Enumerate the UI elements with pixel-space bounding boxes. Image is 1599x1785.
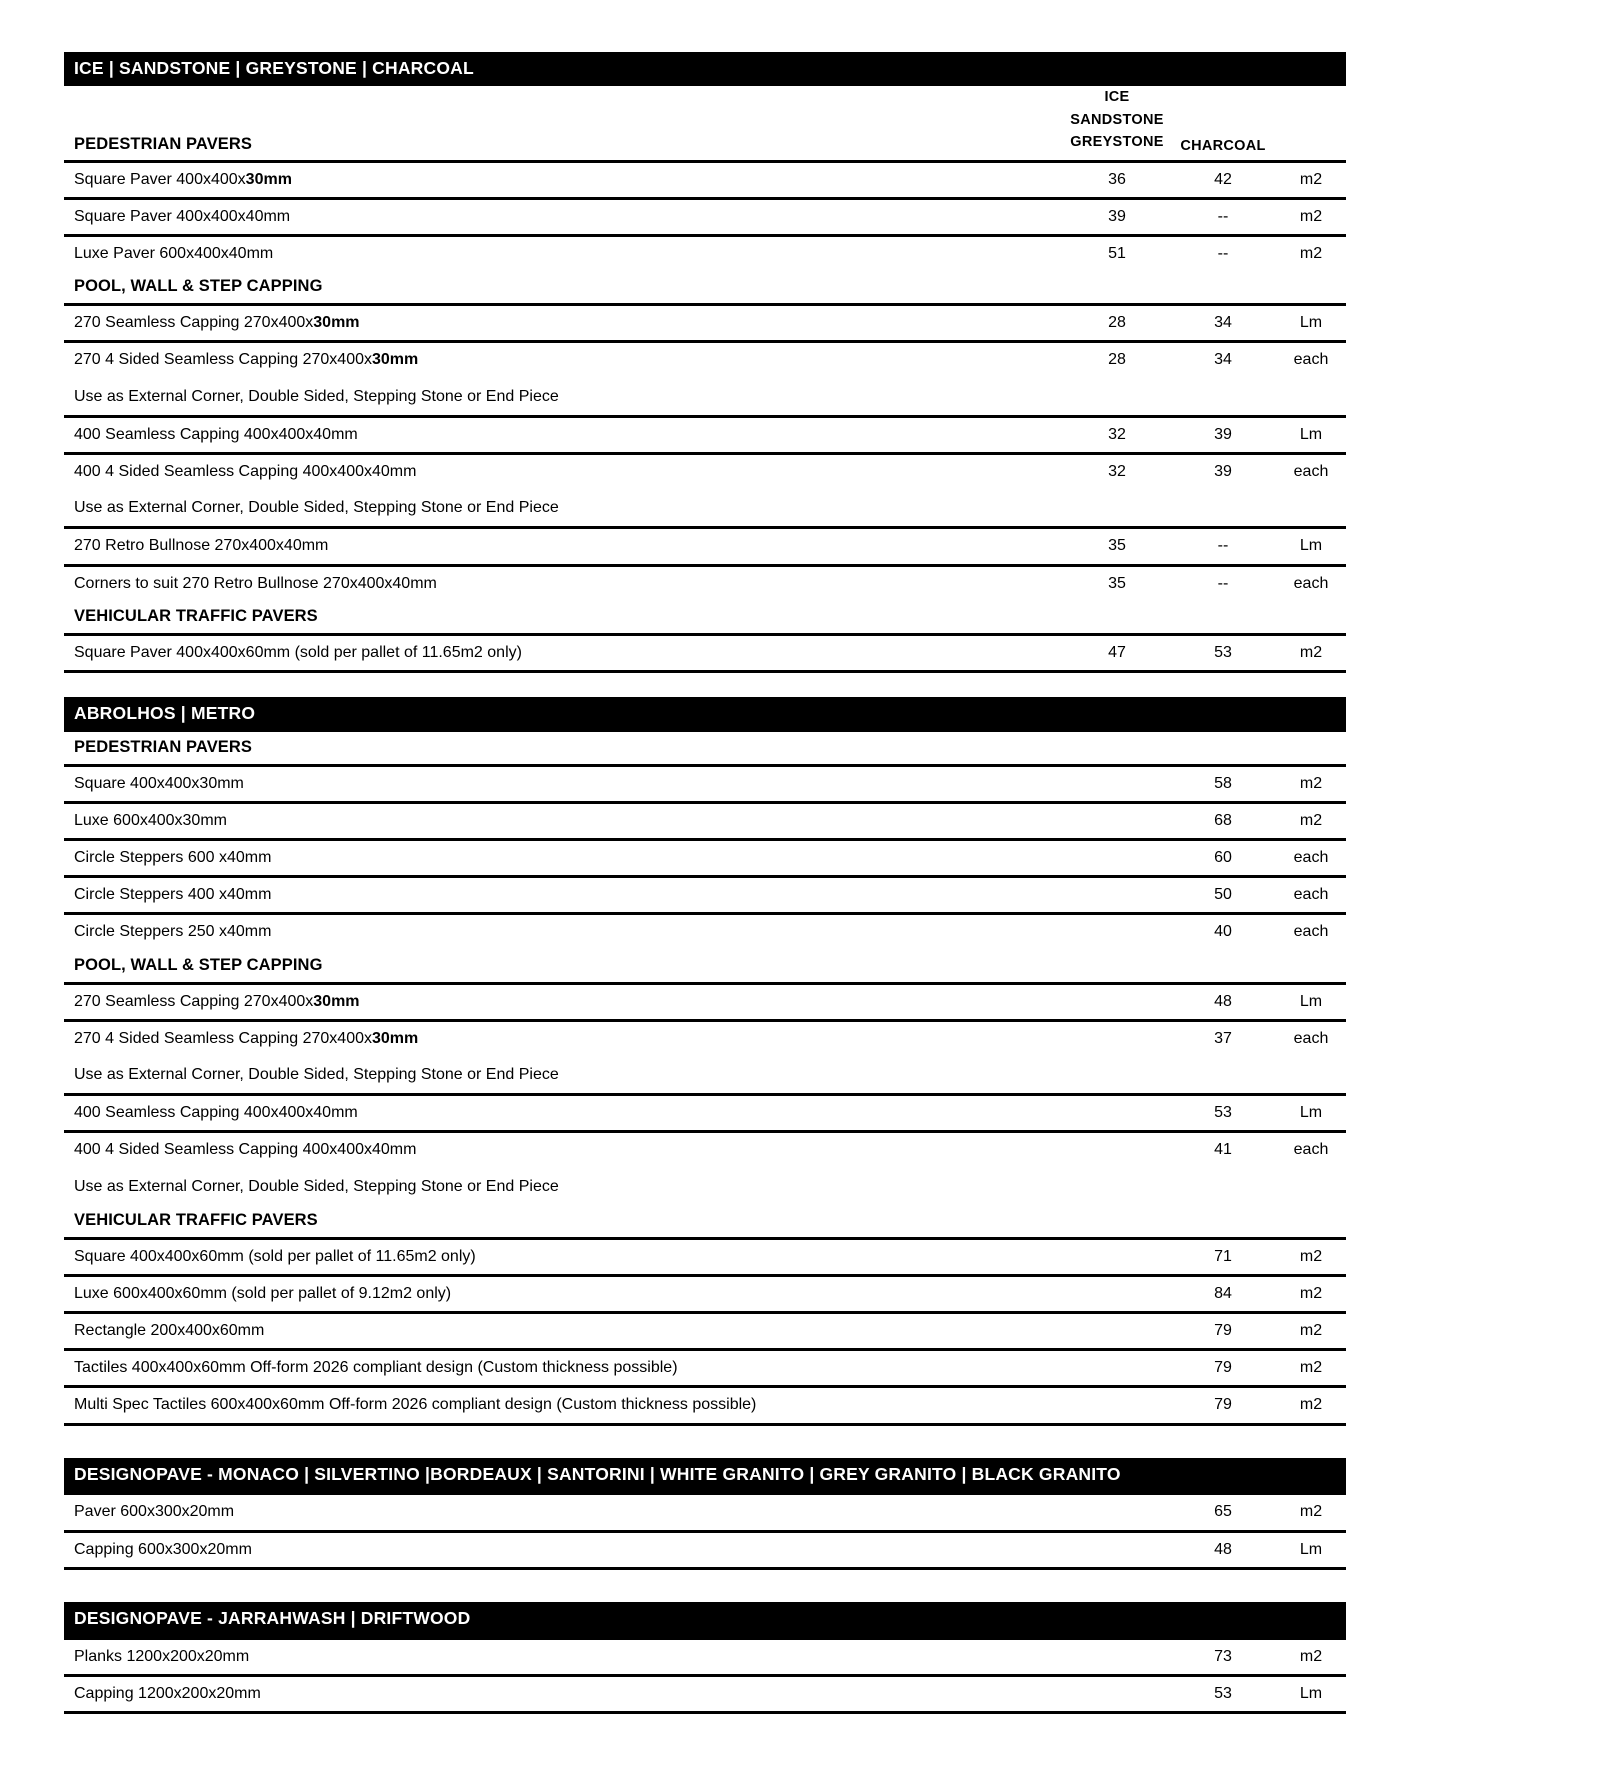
unit-of-measure: Lm	[1276, 528, 1346, 565]
table-row	[64, 1531, 1346, 1568]
unit-of-measure: m2	[1276, 1238, 1346, 1275]
section-spacer	[64, 1424, 1346, 1458]
group-title: PEDESTRIAN PAVERS	[74, 134, 253, 153]
group-title: VEHICULAR TRAFFIC PAVERS	[64, 1205, 1346, 1239]
table-row	[64, 877, 1346, 914]
price-col-1-header-line: GREYSTONE	[1070, 134, 1164, 151]
note-text: Use as External Corner, Double Sided, Stepping Stone or End Piece	[74, 387, 559, 405]
price-list-table	[64, 52, 1346, 1714]
price-value-group-1	[1064, 378, 1170, 417]
table-row	[64, 236, 1346, 272]
price-value-group-1	[1064, 1168, 1170, 1205]
price-value-group-2: 40	[1170, 914, 1276, 950]
price-value-group-2: --	[1170, 198, 1276, 235]
item-description-text: 270 Seamless Capping 270x400x	[74, 992, 314, 1010]
table-row	[64, 565, 1346, 601]
table-row	[64, 1494, 1346, 1531]
price-value-group-1	[1064, 983, 1170, 1020]
price-value-group-1	[1064, 1132, 1170, 1168]
price-value-group-2: 53	[1170, 1675, 1276, 1712]
item-description	[64, 1020, 1064, 1056]
price-value-group-2: --	[1170, 565, 1276, 601]
price-value-group-1: 36	[1064, 161, 1170, 198]
price-value-group-2: 48	[1170, 1531, 1276, 1568]
item-description-text: 270 4 Sided Seamless Capping 270x400x	[74, 1029, 372, 1047]
group-title-row	[64, 601, 1346, 635]
price-value-group-2: 65	[1170, 1494, 1276, 1531]
item-description: 400 4 Sided Seamless Capping 400x400x40mm	[64, 1132, 1064, 1168]
price-col-1-header	[1064, 86, 1170, 161]
item-description: Paver 600x300x20mm	[64, 1494, 1064, 1531]
table-row	[64, 765, 1346, 802]
item-description: Capping 1200x200x20mm	[64, 1675, 1064, 1712]
section-banner: ABROLHOS | METRO	[64, 697, 1346, 731]
note-row	[64, 378, 1346, 417]
section-banner-row	[64, 52, 1346, 86]
unit-of-measure	[1276, 1168, 1346, 1205]
table-row	[64, 416, 1346, 453]
unit-of-measure: m2	[1276, 634, 1346, 671]
price-value-group-1	[1064, 914, 1170, 950]
note-row	[64, 1056, 1346, 1095]
spacer-cell	[64, 671, 1346, 697]
note-text: Use as External Corner, Double Sided, Stepping Stone or End Piece	[74, 499, 559, 517]
item-description: Multi Spec Tactiles 600x400x60mm Off-form 2026 compliant design (Custom thickness possible)	[64, 1387, 1064, 1424]
price-value-group-2	[1170, 378, 1276, 417]
price-value-group-1	[1064, 1020, 1170, 1056]
unit-of-measure: m2	[1276, 1275, 1346, 1312]
price-value-group-2: 53	[1170, 634, 1276, 671]
group-title: VEHICULAR TRAFFIC PAVERS	[64, 601, 1346, 635]
price-value-group-2: 79	[1170, 1387, 1276, 1424]
price-value-group-2: 84	[1170, 1275, 1276, 1312]
unit-of-measure: m2	[1276, 1313, 1346, 1350]
item-description: Tactiles 400x400x60mm Off-form 2026 compliant design (Custom thickness possible)	[64, 1350, 1064, 1387]
section-spacer	[64, 1568, 1346, 1602]
price-col-2-header	[1170, 86, 1276, 161]
table-row	[64, 305, 1346, 342]
price-value-group-2: 39	[1170, 416, 1276, 453]
price-value-group-1: 35	[1064, 565, 1170, 601]
unit-of-measure: m2	[1276, 236, 1346, 272]
price-value-group-1	[1064, 1638, 1170, 1675]
table-row	[64, 1020, 1346, 1056]
unit-of-measure: Lm	[1276, 416, 1346, 453]
price-col-1-header-line: SANDSTONE	[1070, 111, 1164, 128]
price-value-group-2: 37	[1170, 1020, 1276, 1056]
price-value-group-2: 34	[1170, 305, 1276, 342]
note-row	[64, 489, 1346, 528]
price-value-group-2: 39	[1170, 453, 1276, 489]
unit-of-measure: m2	[1276, 161, 1346, 198]
item-description: Capping 600x300x20mm	[64, 1531, 1064, 1568]
item-description	[64, 305, 1064, 342]
price-value-group-2: --	[1170, 236, 1276, 272]
item-description: 400 Seamless Capping 400x400x40mm	[64, 416, 1064, 453]
price-value-group-1: 51	[1064, 236, 1170, 272]
table-row	[64, 1387, 1346, 1424]
item-description: Rectangle 200x400x60mm	[64, 1313, 1064, 1350]
item-description: Circle Steppers 400 x40mm	[64, 877, 1064, 914]
table-row	[64, 802, 1346, 839]
unit-of-measure: each	[1276, 914, 1346, 950]
price-value-group-1: 32	[1064, 453, 1170, 489]
item-description-text: Square Paver 400x400x	[74, 170, 246, 188]
table-row	[64, 453, 1346, 489]
item-description: Luxe 600x400x30mm	[64, 802, 1064, 839]
price-col-2-header-text: CHARCOAL	[1180, 137, 1266, 154]
price-value-group-2: 71	[1170, 1238, 1276, 1275]
group-title-row	[64, 271, 1346, 305]
table-row	[64, 983, 1346, 1020]
group-title: POOL, WALL & STEP CAPPING	[64, 271, 1346, 305]
price-value-group-1	[1064, 840, 1170, 877]
price-value-group-1	[1064, 1494, 1170, 1531]
item-description	[64, 983, 1064, 1020]
item-description: 400 4 Sided Seamless Capping 400x400x40mm	[64, 453, 1064, 489]
item-description: Square Paver 400x400x60mm (sold per pallet of 11.65m2 only)	[64, 634, 1064, 671]
price-value-group-2: 60	[1170, 840, 1276, 877]
section-banner: DESIGNOPAVE - MONACO | SILVERTINO |BORDEAUX | SANTORINI | WHITE GRANITO | GREY GRANITO | BLACK GRANITO	[64, 1458, 1346, 1494]
table-row	[64, 914, 1346, 950]
price-value-group-1	[1064, 765, 1170, 802]
unit-of-measure	[1276, 1056, 1346, 1095]
price-value-group-2: 50	[1170, 877, 1276, 914]
price-value-group-2: 73	[1170, 1638, 1276, 1675]
table-row	[64, 1675, 1346, 1712]
item-description: Square 400x400x60mm (sold per pallet of 11.65m2 only)	[64, 1238, 1064, 1275]
unit-of-measure: each	[1276, 1132, 1346, 1168]
price-value-group-2: --	[1170, 528, 1276, 565]
item-description	[64, 342, 1064, 378]
table-row	[64, 198, 1346, 235]
price-value-group-2: 41	[1170, 1132, 1276, 1168]
table-row	[64, 342, 1346, 378]
group-title-row	[64, 1205, 1346, 1239]
section-banner: ICE | SANDSTONE | GREYSTONE | CHARCOAL	[64, 52, 1346, 86]
price-value-group-2: 48	[1170, 983, 1276, 1020]
table-row	[64, 634, 1346, 671]
unit-of-measure: each	[1276, 453, 1346, 489]
unit-of-measure: m2	[1276, 1494, 1346, 1531]
group-title: PEDESTRIAN PAVERS	[64, 732, 1346, 766]
item-description: Corners to suit 270 Retro Bullnose 270x400x40mm	[64, 565, 1064, 601]
table-row	[64, 1313, 1346, 1350]
spacer-cell	[64, 1424, 1346, 1458]
item-description: Circle Steppers 250 x40mm	[64, 914, 1064, 950]
price-value-group-2: 42	[1170, 161, 1276, 198]
unit-of-measure: m2	[1276, 765, 1346, 802]
item-description: Circle Steppers 600 x40mm	[64, 840, 1064, 877]
unit-of-measure: Lm	[1276, 305, 1346, 342]
section-banner-row	[64, 697, 1346, 731]
table-row	[64, 1238, 1346, 1275]
unit-of-measure: each	[1276, 1020, 1346, 1056]
price-value-group-1: 47	[1064, 634, 1170, 671]
column-header-row	[64, 86, 1346, 161]
price-value-group-2: 68	[1170, 802, 1276, 839]
unit-of-measure	[1276, 378, 1346, 417]
section-banner-row	[64, 1458, 1346, 1494]
price-value-group-1	[1064, 489, 1170, 528]
note-row	[64, 1168, 1346, 1205]
price-value-group-2: 53	[1170, 1095, 1276, 1132]
unit-of-measure: each	[1276, 342, 1346, 378]
price-value-group-2: 58	[1170, 765, 1276, 802]
unit-of-measure: m2	[1276, 802, 1346, 839]
item-description: Luxe Paver 600x400x40mm	[64, 236, 1064, 272]
item-description: Square 400x400x30mm	[64, 765, 1064, 802]
unit-of-measure: each	[1276, 565, 1346, 601]
item-description: Planks 1200x200x20mm	[64, 1638, 1064, 1675]
price-value-group-2	[1170, 1168, 1276, 1205]
table-row	[64, 840, 1346, 877]
price-list-body	[64, 52, 1346, 1712]
price-value-group-1	[1064, 1056, 1170, 1095]
group-title-row	[64, 732, 1346, 766]
price-value-group-1	[1064, 1095, 1170, 1132]
price-value-group-1: 32	[1064, 416, 1170, 453]
unit-of-measure	[1276, 489, 1346, 528]
unit-of-measure: m2	[1276, 198, 1346, 235]
unit-of-measure: m2	[1276, 1638, 1346, 1675]
price-value-group-1: 35	[1064, 528, 1170, 565]
item-thickness-emphasis: 30mm	[313, 992, 360, 1010]
price-value-group-2	[1170, 489, 1276, 528]
unit-of-measure: Lm	[1276, 983, 1346, 1020]
item-description: 400 Seamless Capping 400x400x40mm	[64, 1095, 1064, 1132]
table-row	[64, 1132, 1346, 1168]
table-row	[64, 1275, 1346, 1312]
price-value-group-1	[1064, 1350, 1170, 1387]
table-row	[64, 1095, 1346, 1132]
price-value-group-2: 79	[1170, 1313, 1276, 1350]
table-row	[64, 1638, 1346, 1675]
section-banner: DESIGNOPAVE - JARRAHWASH | DRIFTWOOD	[64, 1602, 1346, 1638]
price-col-1-header-lines	[1064, 86, 1170, 153]
price-value-group-1	[1064, 1313, 1170, 1350]
item-description: 270 Retro Bullnose 270x400x40mm	[64, 528, 1064, 565]
note-text: Use as External Corner, Double Sided, Stepping Stone or End Piece	[74, 1177, 559, 1195]
price-value-group-1	[1064, 1275, 1170, 1312]
spacer-cell	[64, 1568, 1346, 1602]
price-value-group-1	[1064, 877, 1170, 914]
unit-of-measure: m2	[1276, 1387, 1346, 1424]
price-value-group-1: 28	[1064, 305, 1170, 342]
table-row	[64, 1350, 1346, 1387]
section-banner-row	[64, 1602, 1346, 1638]
price-col-1-header-line: ICE	[1104, 89, 1130, 106]
item-thickness-emphasis: 30mm	[245, 170, 292, 188]
price-value-group-1	[1064, 1531, 1170, 1568]
unit-of-measure: Lm	[1276, 1675, 1346, 1712]
group-title-row	[64, 950, 1346, 984]
price-value-group-2: 79	[1170, 1350, 1276, 1387]
item-thickness-emphasis: 30mm	[313, 314, 360, 332]
section-spacer	[64, 671, 1346, 697]
table-row	[64, 528, 1346, 565]
item-thickness-emphasis: 30mm	[371, 1029, 419, 1047]
price-value-group-2: 34	[1170, 342, 1276, 378]
group-title: POOL, WALL & STEP CAPPING	[64, 950, 1346, 984]
item-description: Square Paver 400x400x40mm	[64, 198, 1064, 235]
item-description: Luxe 600x400x60mm (sold per pallet of 9.12m2 only)	[64, 1275, 1064, 1312]
unit-of-measure: each	[1276, 877, 1346, 914]
unit-of-measure: Lm	[1276, 1531, 1346, 1568]
price-value-group-1	[1064, 1675, 1170, 1712]
table-row	[64, 161, 1346, 198]
unit-of-measure: each	[1276, 840, 1346, 877]
unit-of-measure: Lm	[1276, 1095, 1346, 1132]
item-description-text: 270 4 Sided Seamless Capping 270x400x	[74, 351, 372, 369]
unit-col-header	[1276, 86, 1346, 161]
price-value-group-1	[1064, 1238, 1170, 1275]
item-description	[64, 161, 1064, 198]
price-value-group-1	[1064, 802, 1170, 839]
unit-of-measure: m2	[1276, 1350, 1346, 1387]
item-description-text: 270 Seamless Capping 270x400x	[74, 314, 314, 332]
note-text: Use as External Corner, Double Sided, Stepping Stone or End Piece	[74, 1065, 559, 1083]
item-thickness-emphasis: 30mm	[371, 351, 419, 369]
price-value-group-1	[1064, 1387, 1170, 1424]
price-value-group-1: 39	[1064, 198, 1170, 235]
price-value-group-2	[1170, 1056, 1276, 1095]
price-value-group-1: 28	[1064, 342, 1170, 378]
